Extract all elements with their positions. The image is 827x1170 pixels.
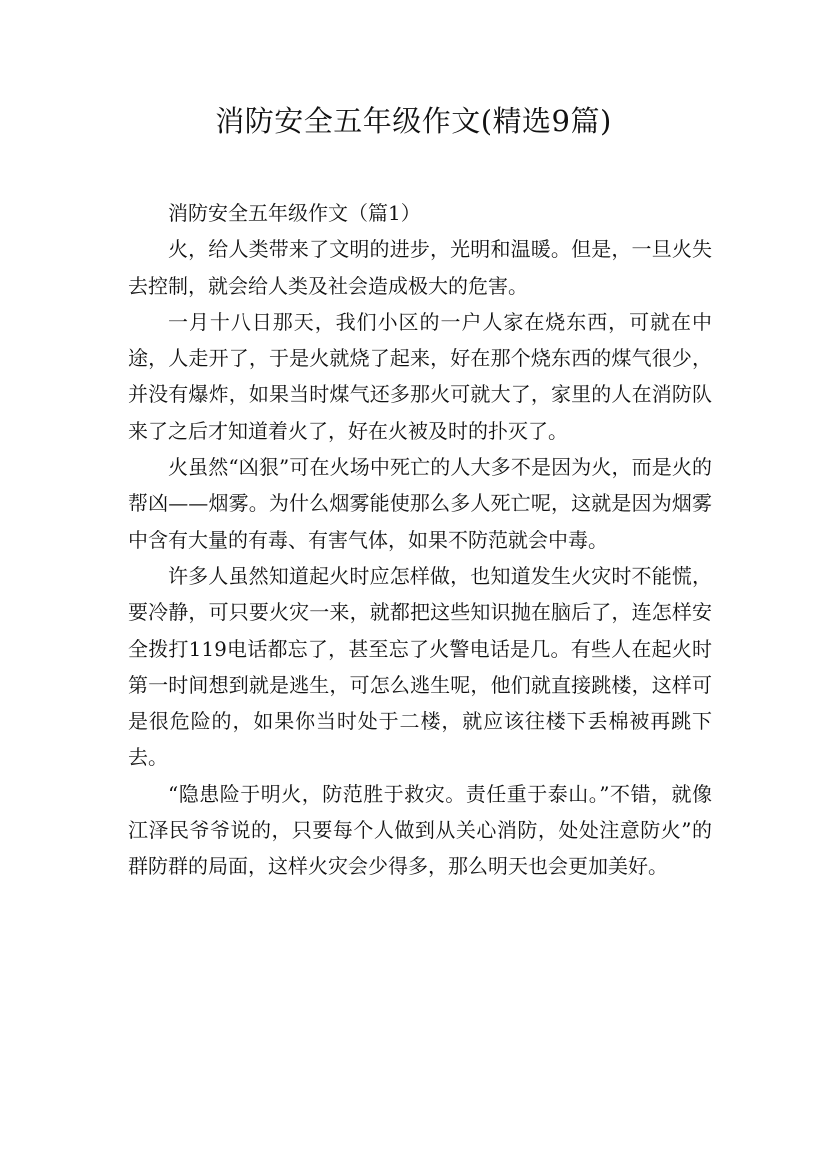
paragraph-5: “隐患险于明火，防范胜于救灾。责任重于泰山。”不错，就像江泽民爷爷说的，只要每个人做到从关心消防，处处注意防火”的群防群的局面，这样火灾会少得多，那么明天也会更加美好。: [128, 781, 712, 879]
paragraph-1: 火，给人类带来了文明的进步，光明和温暖。但是，一旦火失去控制，就会给人类及社会造成极大的危害。: [128, 237, 712, 298]
document-body: [128, 195, 712, 885]
paragraph-4: 许多人虽然知道起火时应怎样做，也知道发生火灾时不能慌，要冷静，可只要火灾一来，就都把这些知识抛在脑后了，连怎样安全拨打119电话都忘了，甚至忘了火警电话是几。有些人在起火时第一时间想到就是逃生，可怎么逃生呢，他们就直接跳楼，这样可是很危险的，如果你当时处于二楼，就应该往楼下丢棉被再跳下去。: [128, 563, 712, 770]
paragraph-3: 火虽然“凶狠”可在火场中死亡的人大多不是因为火，而是火的帮凶——烟雾。为什么烟雾能使那么多人死亡呢，这就是因为烟雾中含有大量的有毒、有害气体，如果不防范就会中毒。: [128, 455, 712, 552]
section-heading: 消防安全五年级作文（篇1）: [168, 201, 421, 225]
document-title: 消防安全五年级作文(精选9篇): [215, 104, 612, 138]
paragraph-2: 一月十八日那天，我们小区的一户人家在烧东西，可就在中途，人走开了，于是火就烧了起来，好在那个烧东西的煤气很少，并没有爆炸，如果当时煤气还多那火可就大了，家里的人在消防队来了之后才知道着火了，好在火被及时的扑灭了。: [128, 309, 712, 443]
